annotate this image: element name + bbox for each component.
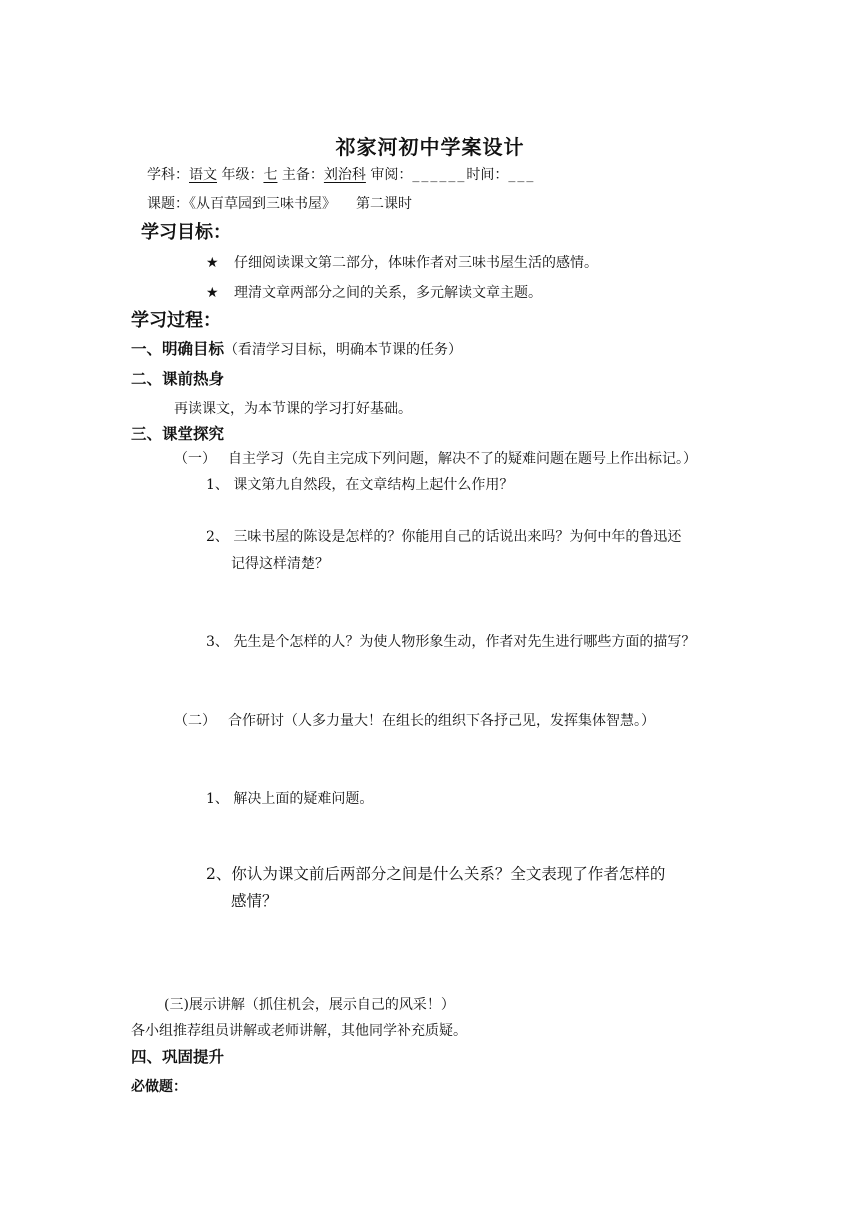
question-1: 1、 课文第九自然段，在文章结构上起什么作用？ [206,477,514,493]
section-2-title: 二、课前热身 [131,370,225,388]
part-1-label: （一） [174,451,216,467]
objective-item: ★ 理清文章两部分之间的关系，多元解读文章主题。 [206,285,542,301]
page-title: 祁家河初中学案设计 [335,135,525,159]
section-1-note: （看清学习目标，明确本节课的任务） [224,342,463,358]
section-3-title: 三、课堂探究 [131,425,225,443]
star-icon: ★ [206,255,219,271]
grade-value: 七 [263,167,278,183]
subject-value: 语文 [189,167,217,183]
lesson-line [147,193,412,213]
meta-line [147,164,535,184]
grade-label: 年级： [217,167,264,183]
collab-item-1: 1、 解决上面的疑难问题。 [206,791,374,807]
collab-item-2-line-2: 感情？ [231,892,278,910]
objective-item: ★ 仔细阅读课文第二部分，体味作者对三味书屋生活的感情。 [206,255,598,271]
part-2-label: （二） [174,713,216,729]
process-heading: 学习过程： [131,310,221,331]
time-value: ___ [508,167,536,183]
time-label: 时间： [466,167,509,183]
required-label: 必做题： [131,1079,187,1095]
part-2 [174,710,655,730]
preparer-value: 刘治科 [323,167,366,183]
part-3-detail: 各小组推荐组员讲解或老师讲解，其他同学补充质疑。 [131,1023,467,1039]
objectives-heading: 学习目标： [141,222,231,243]
question-2-line-1: 2、 三味书屋的陈设是怎样的？你能用自己的话说出来吗？为何中年的鲁迅还 [206,529,682,545]
section-4-title: 四、巩固提升 [131,1048,225,1066]
section-1-title: 一、明确目标 [131,340,225,358]
lesson-title: 《从百草园到三味书屋》 [189,196,336,212]
collab-item-2-line-1: 2、你认为课文前后两部分之间是什么关系？全文表现了作者怎样的 [206,865,666,883]
section-2-text: 再读课文，为本节课的学习打好基础。 [174,401,412,417]
star-icon: ★ [206,285,219,301]
lesson-period: 第二课时 [356,196,412,212]
part-1 [174,448,697,468]
part-2-text: 合作研讨（人多力量大！在组长的组织下各抒己见，发挥集体智慧。） [228,713,655,729]
question-3: 3、 先生是个怎样的人？为使人物形象生动，作者对先生进行哪些方面的描写？ [206,634,696,650]
reviewer-value: ______ [412,167,467,183]
question-2-line-2: 记得这样清楚？ [231,556,329,572]
lesson-label: 课题： [147,196,189,212]
part-1-text: 自主学习（先自主完成下列问题，解决不了的疑难问题在题号上作出标记。） [228,451,697,467]
preparer-label: 主备： [277,167,324,183]
section-1 [131,337,462,359]
reviewer-label: 审阅： [365,167,413,183]
part-3: (三)展示讲解（抓住机会，展示自己的风采！） [164,997,455,1013]
subject-label: 学科： [147,167,189,183]
